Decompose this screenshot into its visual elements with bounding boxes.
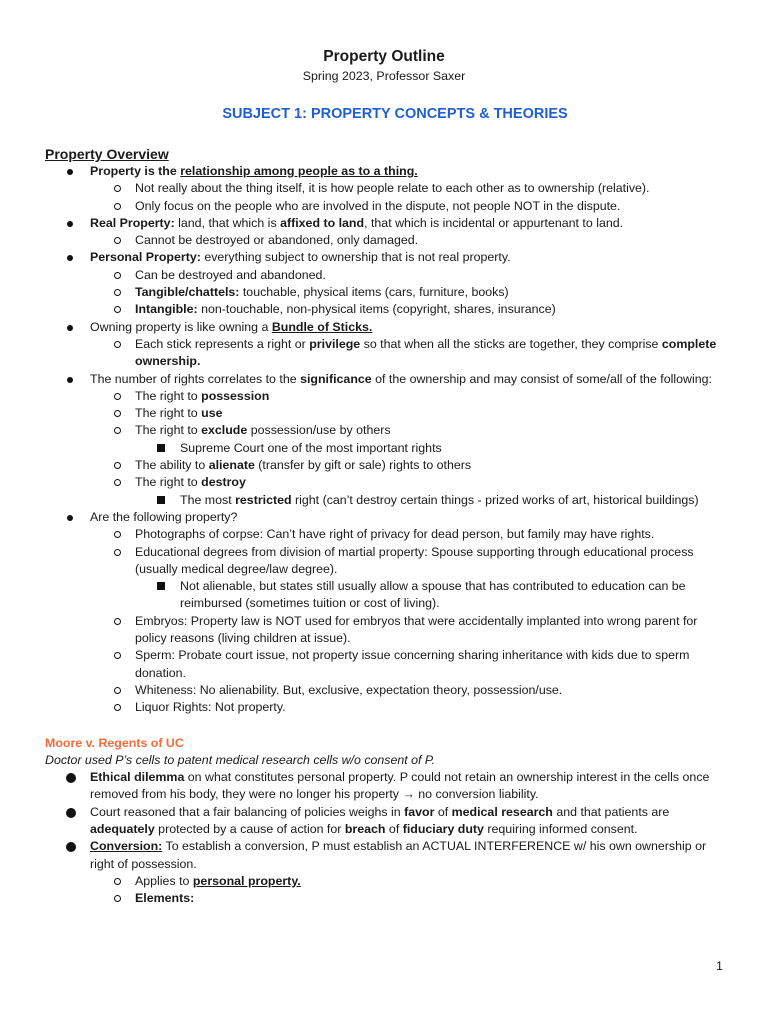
bullet-circle-icon xyxy=(114,185,121,192)
bullet-circle-icon xyxy=(114,203,121,210)
bullet-dot-icon xyxy=(67,169,73,175)
list-item: The right to possession xyxy=(90,388,730,405)
list-item: Can be destroyed and abandoned. xyxy=(90,267,730,284)
bullet-dot-icon xyxy=(66,773,76,783)
list-item: Photographs of corpse: Can’t have right of privacy for dead person, but family may have rights. xyxy=(90,526,730,543)
list-item: Only focus on the people who are involved in the dispute, not people NOT in the dispute. xyxy=(90,198,730,215)
list-item: Whiteness: No alienability. But, exclusive, expectation theory, possession/use. xyxy=(90,682,730,699)
bullet-circle-icon xyxy=(114,479,121,486)
list-item: Not alienable, but states still usually allow a spouse that has contributed to education can be reimbursed (sometimes tuition or cost of living). xyxy=(135,578,730,613)
list-item: Not really about the thing itself, it is how people relate to each other as to ownership (relative). xyxy=(90,180,730,197)
bullet-circle-icon xyxy=(114,704,121,711)
document-subtitle: Spring 2023, Professor Saxer xyxy=(302,69,466,83)
bullet-circle-icon xyxy=(114,462,121,469)
list-item: Personal Property: everything subject to ownership that is not real property. Can be destroyed and abandoned. Tangible/chattels: touchable, physical items (cars, furniture, books) Intangible: non-touchable, non-physical items (copyright, shares, insurance) xyxy=(45,249,730,318)
list-item: Tangible/chattels: touchable, physical items (cars, furniture, books) xyxy=(90,284,730,301)
bullet-circle-icon xyxy=(114,549,121,556)
bullet-dot-icon xyxy=(66,808,76,818)
bullet-circle-icon xyxy=(114,878,121,885)
case-list xyxy=(45,769,730,907)
bullet-circle-icon xyxy=(114,531,121,538)
list-item: Court reasoned that a fair balancing of policies weighs in favor of medical research and that patients are adequately protected by a cause of action for breach of fiduciary duty requiring informed consent. xyxy=(45,804,730,839)
bullet-circle-icon xyxy=(114,895,121,902)
bullet-square-icon xyxy=(157,444,165,452)
list-item: Educational degrees from division of martial property: Spouse supporting through educational process (usually medical degree/law degree). Not alienable, but states still usually allow a spouse that has contributed to education can be reimbursed (sometimes tuition or cost of living). xyxy=(90,544,730,613)
list-item: Intangible: non-touchable, non-physical items (copyright, shares, insurance) xyxy=(90,301,730,318)
list-item: Property is the relationship among people as to a thing. Not really about the thing itself, it is how people relate to each other as to ownership (relative). Only focus on the people who are involved in the dispute, not people NOT in the dispute. xyxy=(45,163,730,215)
bullet-circle-icon xyxy=(114,652,121,659)
bullet-circle-icon xyxy=(114,618,121,625)
list-item: Ethical dilemma on what constitutes personal property. P could not retain an ownership interest in the cells once removed from his body, they were no longer his property → no conversion liability. xyxy=(45,769,730,804)
bullet-circle-icon xyxy=(114,393,121,400)
list-item: The most restricted right (can’t destroy certain things - prized works of art, historical buildings) xyxy=(135,492,730,509)
overview-list xyxy=(45,163,730,717)
bullet-circle-icon xyxy=(114,306,121,313)
bullet-dot-icon xyxy=(67,221,73,227)
list-item: Cannot be destroyed or abandoned, only damaged. xyxy=(90,232,730,249)
list-item: Are the following property? Photographs of corpse: Can’t have right of privacy for dead person, but family may have rights. Educational degrees from division of martial property: Spouse supporting through educational process (usually medical degree/law degree). Not alienable, but states still usually allow a spouse that has contributed to education can be reimbursed (sometimes tuition or cost of living). Embryos: Property law is NOT used for embryos that were accidentally implanted into wrong parent for policy reasons (living children at issue). Sperm: Probate court issue, not property issue concerning sharing inheritance with kids due to sperm donation. Whiteness: No alienability. But, exclusive, expectation theory, possession/use. Liquor Rights: Not property. xyxy=(45,509,730,717)
list-item: Each stick represents a right or privilege so that when all the sticks are together, they comprise complete ownership. xyxy=(90,336,730,371)
list-item: The right to destroy The most restricted right (can’t destroy certain things - prized works of art, historical buildings) xyxy=(90,474,730,509)
bullet-circle-icon xyxy=(114,289,121,296)
page-number: 1 xyxy=(716,959,723,973)
document-title: Property Outline xyxy=(323,48,445,65)
list-item: Applies to personal property. xyxy=(90,873,730,890)
list-item: Conversion: To establish a conversion, P must establish an ACTUAL INTERFERENCE w/ his own ownership or right of possession. Applies to personal property. Elements: xyxy=(45,838,730,907)
bullet-circle-icon xyxy=(114,237,121,244)
bullet-circle-icon xyxy=(114,410,121,417)
list-item: The ability to alienate (transfer by gift or sale) rights to others xyxy=(90,457,730,474)
section-heading-property-overview: Property Overview xyxy=(45,146,169,162)
bullet-circle-icon xyxy=(114,687,121,694)
bullet-dot-icon xyxy=(67,325,73,331)
outline-body xyxy=(45,145,730,907)
bullet-dot-icon xyxy=(67,515,73,521)
list-item: Embryos: Property law is NOT used for embryos that were accidentally implanted into wrong parent for policy reasons (living children at issue). xyxy=(90,613,730,648)
list-item: Supreme Court one of the most important rights xyxy=(135,440,730,457)
case-description: Doctor used P’s cells to patent medical research cells w/o consent of P. xyxy=(45,752,436,767)
bullet-square-icon xyxy=(157,496,165,504)
bullet-circle-icon xyxy=(114,341,121,348)
list-item: The number of rights correlates to the significance of the ownership and may consist of some/all of the following: The right to possession The right to use The right to exclude possession/use by others Supreme Court one of the most important rights The ability to alienate (transfer by gift or sale) rights to others The right to destroy The most restricted right (can’t destroy certain things - prized works of art, historical buildings) xyxy=(45,371,730,509)
list-item: The right to use xyxy=(90,405,730,422)
list-item: Real Property: land, that which is affixed to land, that which is incidental or appurtenant to land. Cannot be destroyed or abandoned, only damaged. xyxy=(45,215,730,250)
list-item: Elements: xyxy=(90,890,730,907)
list-item: Liquor Rights: Not property. xyxy=(90,699,730,716)
list-item: Owning property is like owning a Bundle of Sticks. Each stick represents a right or privilege so that when all the sticks are together, they comprise complete ownership. xyxy=(45,319,730,371)
bullet-dot-icon xyxy=(67,255,73,261)
case-title: Moore v. Regents of UC xyxy=(45,735,184,750)
bullet-dot-icon xyxy=(66,842,76,852)
bullet-circle-icon xyxy=(114,427,121,434)
bullet-circle-icon xyxy=(114,272,121,279)
list-item: The right to exclude possession/use by others Supreme Court one of the most important rights xyxy=(90,422,730,457)
subject-heading: SUBJECT 1: PROPERTY CONCEPTS & THEORIES xyxy=(222,106,568,122)
bullet-square-icon xyxy=(157,582,165,590)
list-item: Sperm: Probate court issue, not property issue concerning sharing inheritance with kids due to sperm donation. xyxy=(90,647,730,682)
bullet-dot-icon xyxy=(67,377,73,383)
